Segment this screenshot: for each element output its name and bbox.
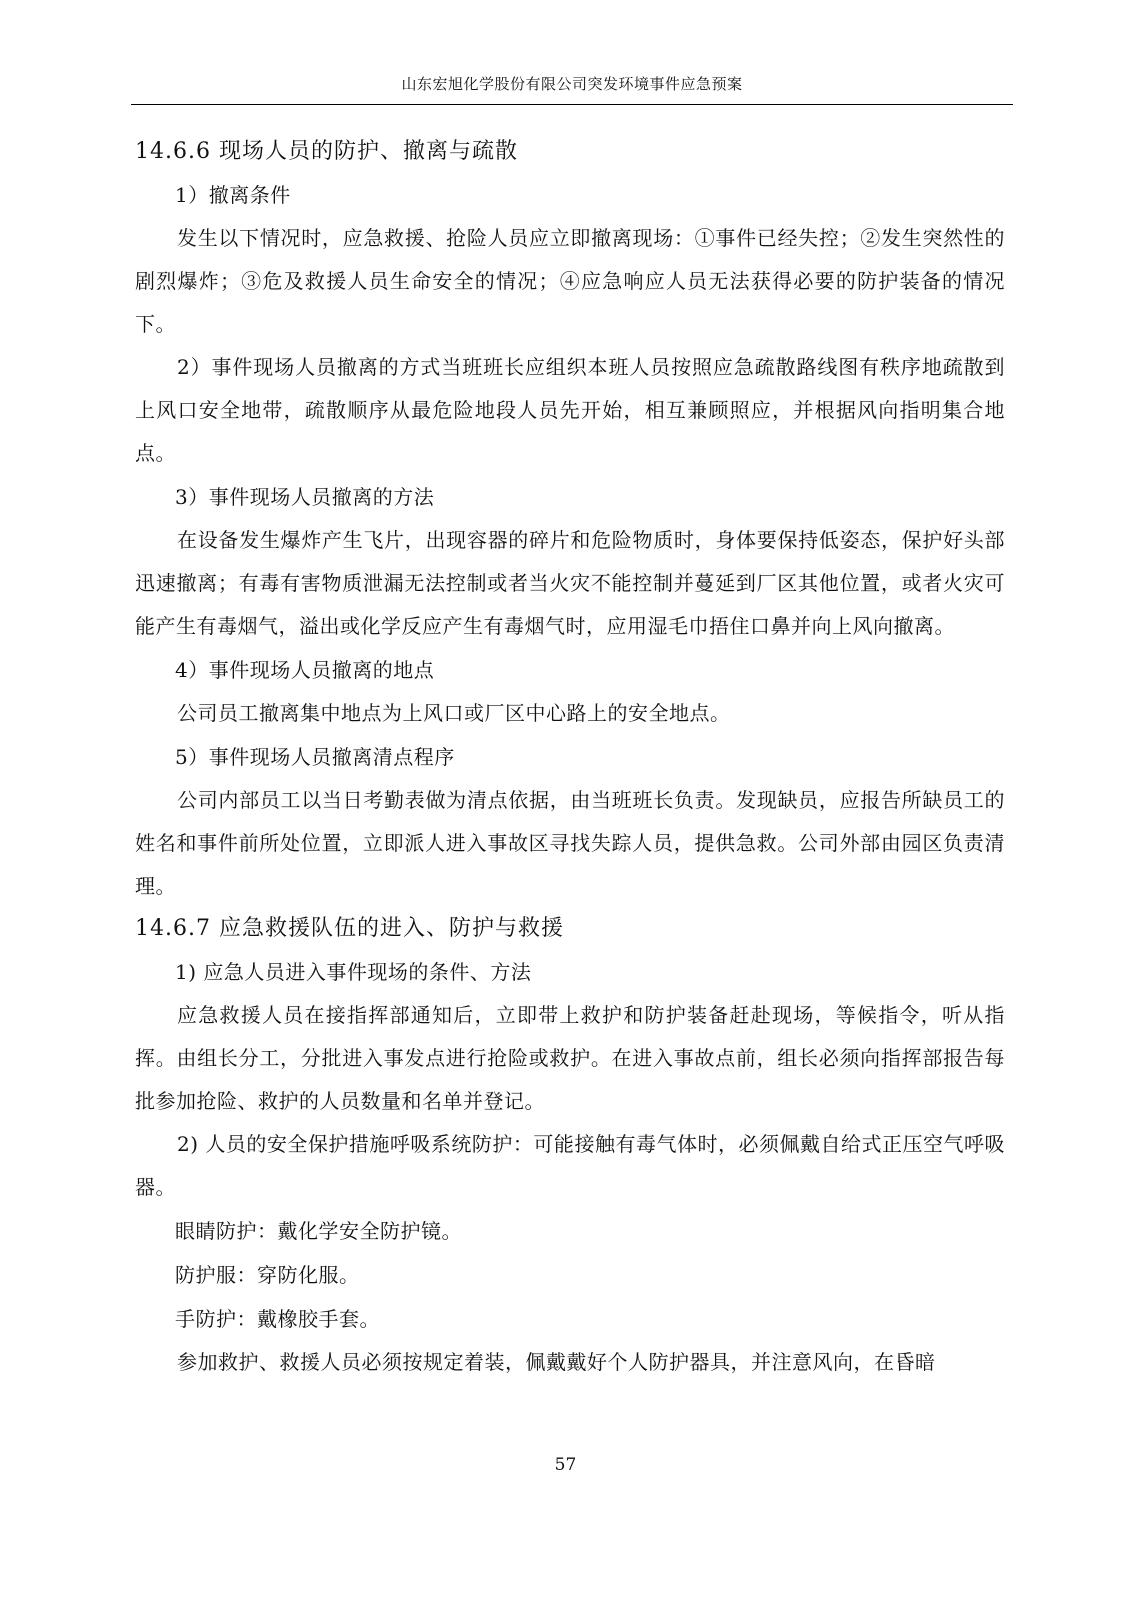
section-heading-14-6-6: 14.6.6 现场人员的防护、撤离与疏散	[135, 139, 518, 164]
page-header: 山东宏旭化学股份有限公司突发环境事件应急预案	[401, 75, 743, 93]
evacuation-conditions-paragraph: 发生以下情况时，应急救援、抢险人员应立即撤离现场：①事件已经失控；②发生突然性的剧烈爆炸；③危及救援人员生命安全的情况；④应急响应人员无法获得必要的防护装备的情况下。	[135, 226, 1005, 336]
evacuation-location-paragraph: 公司员工撤离集中地点为上风口或厂区中心路上的安全地点。	[177, 701, 731, 725]
entry-conditions-title: 1) 应急人员进入事件现场的条件、方法	[175, 960, 532, 984]
protective-clothing-line: 防护服：穿防化服。	[175, 1263, 360, 1287]
header-divider	[131, 104, 1013, 105]
evacuation-conditions-title: 1）撤离条件	[175, 183, 291, 207]
page-number: 57	[554, 1455, 577, 1475]
headcount-procedure-paragraph: 公司内部员工以当日考勤表做为清点依据，由当班班长负责。发现缺员，应报告所缺员工的姓名和事件前所处位置，立即派人进入事故区寻找失踪人员，提供急救。公司外部由园区负责清理。	[135, 788, 1005, 898]
section-heading-14-6-7: 14.6.7 应急救援队伍的进入、防护与救援	[135, 916, 564, 941]
evacuation-approach-paragraph: 在设备发生爆炸产生飞片，出现容器的碎片和危险物质时，身体要保持低姿态，保护好头部迅速撤离；有毒有害物质泄漏无法控制或者当火灾不能控制并蔓延到厂区其他位置，或者火灾可能产生有毒烟气，溢出或化学反应产生有毒烟气时，应用湿毛巾捂住口鼻并向上风向撤离。	[135, 528, 1005, 638]
page-content	[135, 131, 1005, 1384]
evacuation-approach-title: 3）事件现场人员撤离的方法	[175, 485, 435, 509]
evacuation-method-paragraph: 2）事件现场人员撤离的方式当班班长应组织本班人员按照应急疏散路线图有秩序地疏散到上风口安全地带，疏散顺序从最危险地段人员先开始，相互兼顾照应，并根据风向指明集合地点。	[135, 355, 1005, 465]
eye-protection-line: 眼睛防护：戴化学安全防护镜。	[175, 1219, 462, 1243]
respiratory-protection-paragraph: 2) 人员的安全保护措施呼吸系统防护：可能接触有毒气体时，必须佩戴自给式正压空气呼吸器。	[135, 1132, 1005, 1199]
rescuer-dress-paragraph: 参加救护、救援人员必须按规定着装，佩戴戴好个人防护器具，并注意风向，在昏暗	[177, 1350, 936, 1374]
headcount-procedure-title: 5）事件现场人员撤离清点程序	[175, 745, 455, 769]
hand-protection-line: 手防护：戴橡胶手套。	[175, 1307, 380, 1331]
evacuation-location-title: 4）事件现场人员撤离的地点	[175, 658, 435, 682]
entry-conditions-paragraph: 应急救援人员在接指挥部通知后，立即带上救护和防护装备赶赴现场，等候指令，听从指挥。由组长分工，分批进入事发点进行抢险或救护。在进入事故点前，组长必须向指挥部报告每批参加抢险、救护的人员数量和名单并登记。	[135, 1003, 1005, 1113]
